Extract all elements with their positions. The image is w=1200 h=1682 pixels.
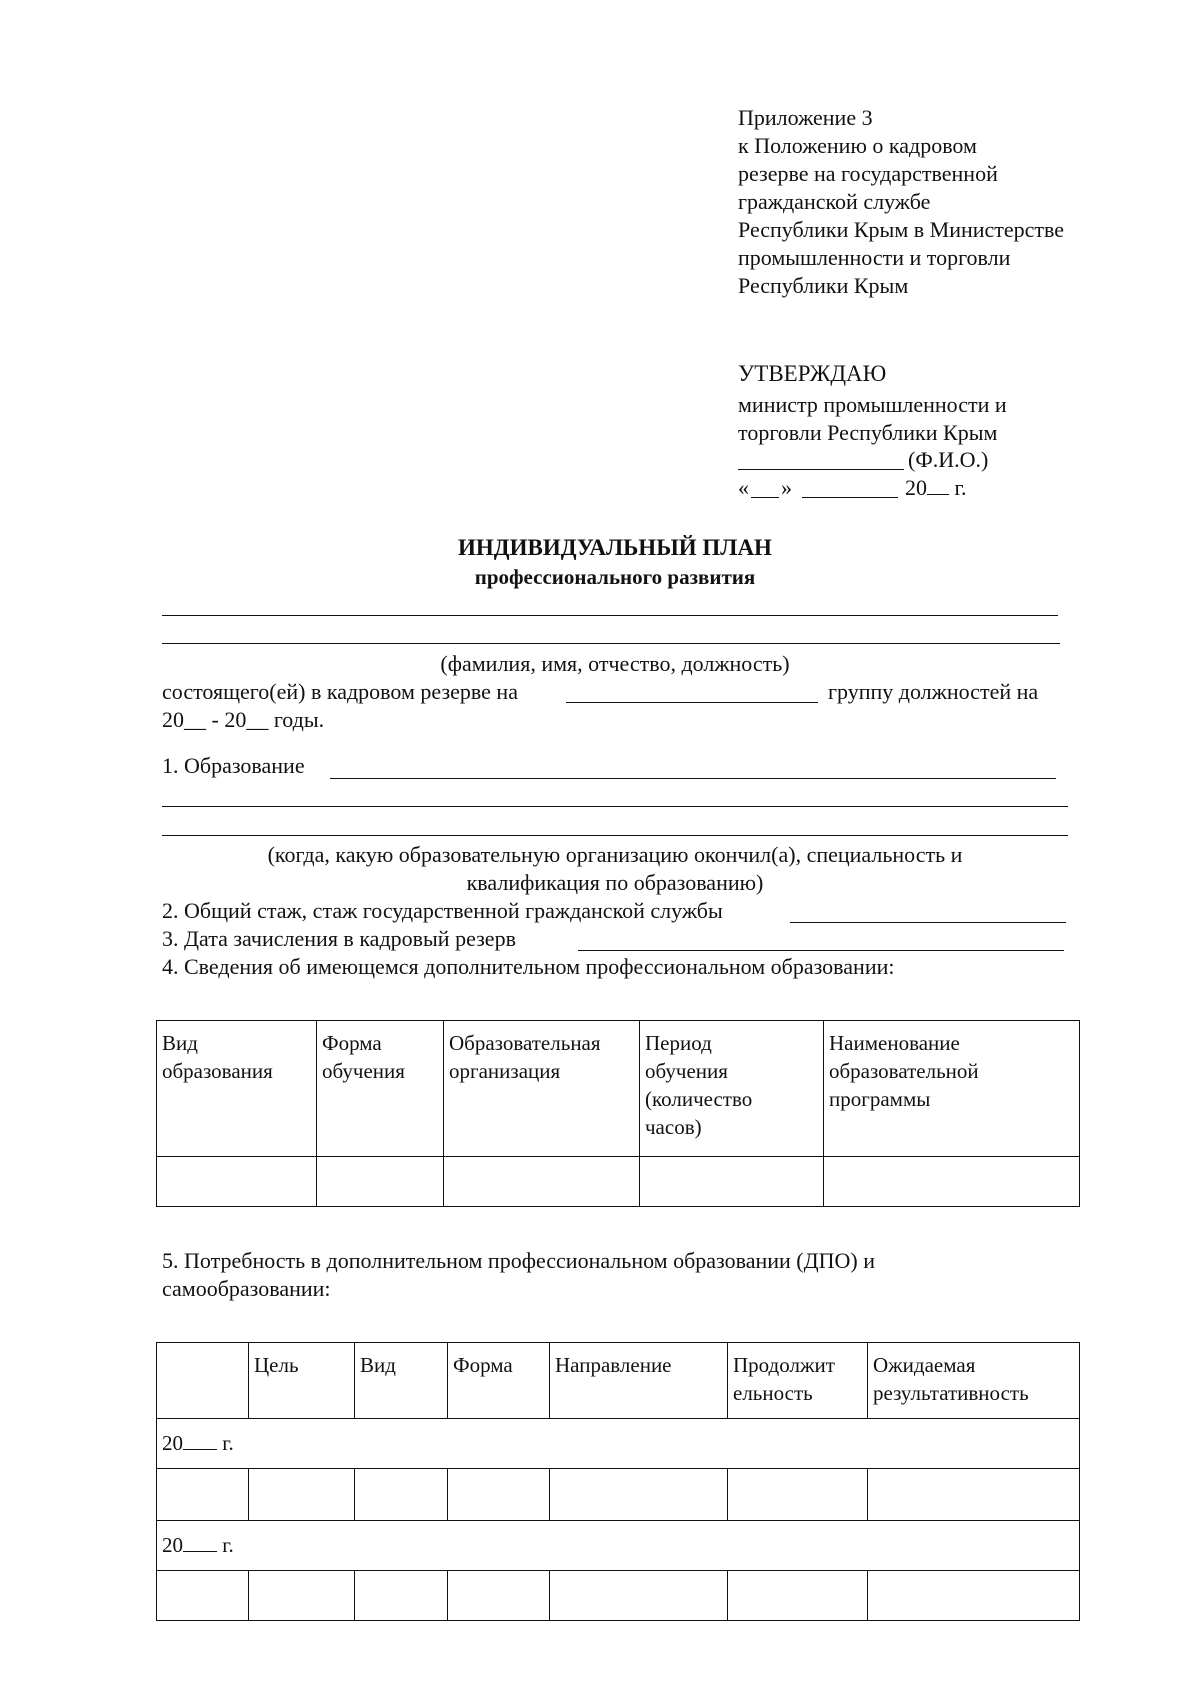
table-cell[interactable] bbox=[157, 1469, 249, 1521]
table-cell[interactable] bbox=[550, 1571, 728, 1621]
education-label: 1. Образование bbox=[162, 753, 305, 778]
header-text: Продолжит bbox=[733, 1353, 835, 1377]
table-cell[interactable] bbox=[249, 1571, 355, 1621]
education-line-3 bbox=[162, 835, 1068, 836]
name-line-2 bbox=[162, 643, 1060, 644]
table-cell[interactable] bbox=[728, 1469, 868, 1521]
experience-label: 2. Общий стаж, стаж государственной гражданской службы bbox=[162, 898, 723, 923]
table-row bbox=[157, 1469, 1080, 1521]
date-close-quote: » bbox=[781, 475, 792, 500]
education-hint-1: (когда, какую образовательную организацию окончил(а), специальность и bbox=[267, 842, 963, 867]
year-suffix: г. bbox=[222, 1431, 234, 1455]
table-cell[interactable] bbox=[868, 1571, 1080, 1621]
appendix-line: резерве на государственной bbox=[738, 161, 998, 186]
year-cell bbox=[157, 1419, 1080, 1469]
header-program-name bbox=[824, 1021, 1080, 1157]
appendix-line: Приложение 3 bbox=[738, 105, 873, 130]
year-row bbox=[157, 1419, 1080, 1469]
header-text: Направление bbox=[555, 1353, 672, 1377]
needs-label-1: 5. Потребность в дополнительном профессиональном образовании (ДПО) и bbox=[162, 1248, 876, 1273]
document-subtitle: профессионального развития bbox=[474, 565, 756, 589]
header-text: программы bbox=[829, 1087, 931, 1111]
date-day-line bbox=[751, 497, 779, 498]
appendix-line: к Положению о кадровом bbox=[738, 133, 977, 158]
table-cell[interactable] bbox=[448, 1469, 550, 1521]
reserve-suffix: группу должностей на bbox=[828, 679, 1039, 704]
additional-education-label: 4. Сведения об имеющемся дополнительном профессиональном образовании: bbox=[162, 954, 895, 979]
name-line-1 bbox=[162, 615, 1058, 616]
header-text: Форма bbox=[322, 1031, 382, 1055]
date-open-quote: « bbox=[738, 475, 749, 500]
header-text: образования bbox=[162, 1059, 273, 1083]
appendix-line: гражданской службе bbox=[738, 189, 931, 214]
table-header-row bbox=[157, 1343, 1080, 1419]
table-cell[interactable] bbox=[868, 1469, 1080, 1521]
table-cell[interactable] bbox=[448, 1571, 550, 1621]
header-text: Форма bbox=[453, 1353, 513, 1377]
reserve-group-line bbox=[566, 702, 818, 703]
approve-line-1: министр промышленности и bbox=[738, 392, 1007, 417]
fio-label: (Ф.И.О.) bbox=[908, 447, 989, 472]
date-year bbox=[905, 474, 967, 502]
header-empty bbox=[157, 1343, 249, 1419]
table-cell[interactable] bbox=[640, 1157, 824, 1207]
header-text: Период bbox=[645, 1031, 712, 1055]
table-cell[interactable] bbox=[249, 1469, 355, 1521]
year-prefix: 20 bbox=[162, 1533, 183, 1557]
enrollment-label: 3. Дата зачисления в кадровый резерв bbox=[162, 926, 516, 951]
table-cell[interactable] bbox=[157, 1157, 317, 1207]
header-form bbox=[448, 1343, 550, 1419]
table-cell[interactable] bbox=[355, 1571, 448, 1621]
year-suffix: г. bbox=[222, 1533, 234, 1557]
appendix-line: промышленности и торговли bbox=[738, 245, 1011, 270]
year-prefix: 20 bbox=[162, 1431, 183, 1455]
education-line-2 bbox=[162, 806, 1068, 807]
needs-label-2: самообразовании: bbox=[162, 1276, 331, 1301]
date-month-line bbox=[802, 497, 898, 498]
education-hint-2: квалификация по образованию) bbox=[466, 870, 764, 895]
header-organization bbox=[444, 1021, 640, 1157]
table-cell[interactable] bbox=[355, 1469, 448, 1521]
header-text: Наименование bbox=[829, 1031, 960, 1055]
header-study-form bbox=[317, 1021, 444, 1157]
needs-table bbox=[156, 1342, 1080, 1621]
header-study-period bbox=[640, 1021, 824, 1157]
table-row bbox=[157, 1571, 1080, 1621]
enrollment-line bbox=[578, 950, 1064, 951]
header-direction bbox=[550, 1343, 728, 1419]
header-education-type bbox=[157, 1021, 317, 1157]
header-text: результативность bbox=[873, 1381, 1029, 1405]
header-text: Цель bbox=[254, 1353, 299, 1377]
header-goal bbox=[249, 1343, 355, 1419]
header-text: (количество bbox=[645, 1087, 753, 1111]
appendix-line: Республики Крым bbox=[738, 273, 909, 298]
header-text: часов) bbox=[645, 1115, 702, 1139]
header-text: Вид bbox=[162, 1031, 198, 1055]
table-cell[interactable] bbox=[824, 1157, 1080, 1207]
header-text: Образовательная bbox=[449, 1031, 601, 1055]
date-year-prefix: 20 bbox=[905, 475, 927, 500]
header-type bbox=[355, 1343, 448, 1419]
reserve-years: 20__ - 20__ годы. bbox=[162, 707, 325, 732]
table-cell[interactable] bbox=[550, 1469, 728, 1521]
appendix-line: Республики Крым в Министерстве bbox=[738, 217, 1065, 242]
education-line-1 bbox=[330, 778, 1056, 779]
header-text: обучения bbox=[322, 1059, 405, 1083]
header-text: Вид bbox=[360, 1353, 396, 1377]
table-cell[interactable] bbox=[728, 1571, 868, 1621]
table-header-row bbox=[157, 1021, 1080, 1157]
year-cell bbox=[157, 1521, 1080, 1571]
header-text: обучения bbox=[645, 1059, 728, 1083]
header-text: ельность bbox=[733, 1381, 813, 1405]
table-cell[interactable] bbox=[444, 1157, 640, 1207]
experience-line bbox=[790, 922, 1066, 923]
table-row bbox=[157, 1157, 1080, 1207]
date-year-suffix: г. bbox=[954, 475, 967, 500]
header-text: организация bbox=[449, 1059, 561, 1083]
approve-heading: УТВЕРЖДАЮ bbox=[738, 361, 887, 386]
additional-education-table bbox=[156, 1020, 1080, 1207]
approve-line-2: торговли Республики Крым bbox=[738, 420, 998, 445]
table-cell[interactable] bbox=[157, 1571, 249, 1621]
header-text: образовательной bbox=[829, 1059, 979, 1083]
header-expected-result bbox=[868, 1343, 1080, 1419]
appendix-block bbox=[738, 104, 1064, 300]
document-title: ИНДИВИДУАЛЬНЫЙ ПЛАН bbox=[458, 535, 772, 560]
table-cell[interactable] bbox=[317, 1157, 444, 1207]
header-duration bbox=[728, 1343, 868, 1419]
name-hint: (фамилия, имя, отчество, должность) bbox=[440, 651, 790, 676]
reserve-prefix: состоящего(ей) в кадровом резерве на bbox=[162, 679, 518, 704]
header-text: Ожидаемая bbox=[873, 1353, 976, 1377]
year-row bbox=[157, 1521, 1080, 1571]
signature-line bbox=[738, 469, 904, 470]
